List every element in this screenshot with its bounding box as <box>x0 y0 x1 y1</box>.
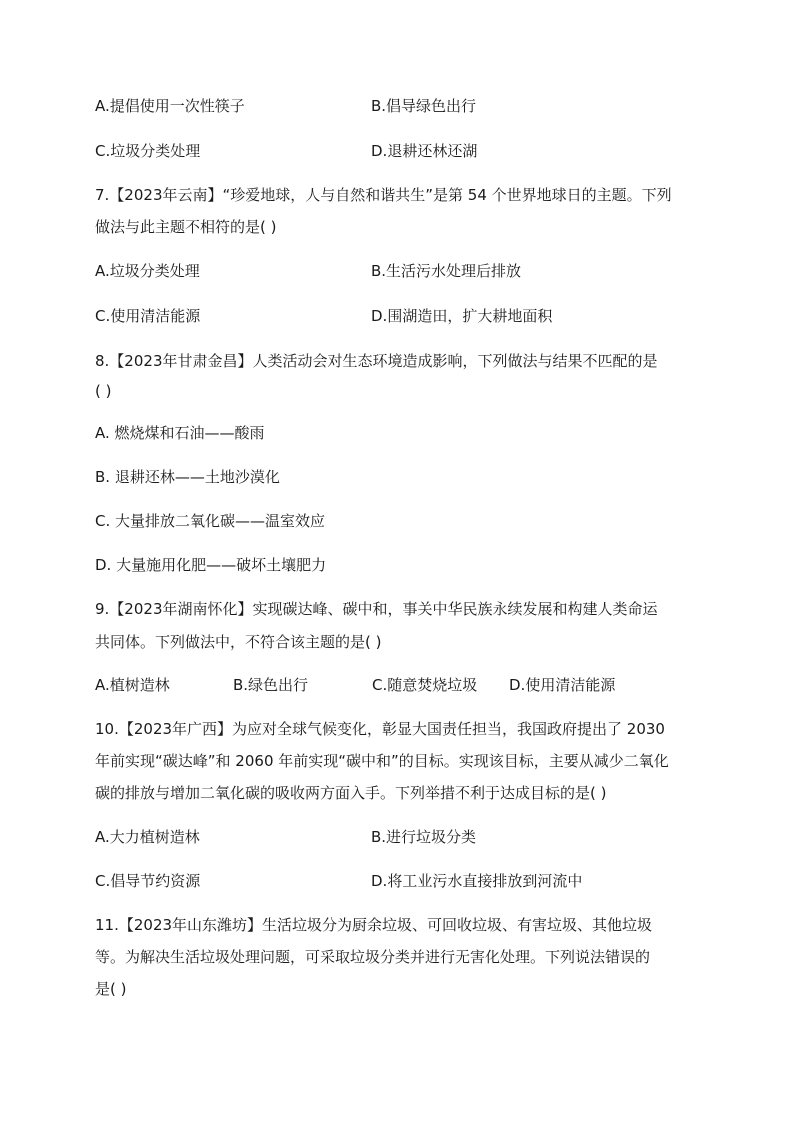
q10-stem-line2: 年前实现“碳达峰”和 2060 年前实现“碳中和”的目标。实现该目标，主要从减少二氧化 <box>95 752 669 770</box>
q9-option-a[interactable]: A.植树造林 <box>95 676 170 694</box>
q9-option-b[interactable]: B.绿色出行 <box>233 676 309 694</box>
q9-option-d[interactable]: D.使用清洁能源 <box>509 676 616 694</box>
q10-option-d[interactable]: D.将工业污水直接排放到河流中 <box>371 872 583 890</box>
q10-stem-line1: 10.【2023年广西】为应对全球气候变化，彰显大国责任担当，我国政府提出了 2030 <box>95 720 665 738</box>
q6-option-d[interactable]: D.退耕还林还湖 <box>371 142 478 160</box>
q7-option-b[interactable]: B.生活污水处理后排放 <box>371 262 522 280</box>
q7-option-d[interactable]: D.围湖造田，扩大耕地面积 <box>371 307 553 325</box>
q6-option-b[interactable]: B.倡导绿色出行 <box>371 97 477 115</box>
q10-option-b[interactable]: B.进行垃圾分类 <box>371 828 477 846</box>
q11-stem-line1: 11.【2023年山东潍坊】生活垃圾分为厨余垃圾、可回收垃圾、有害垃圾、其他垃圾 <box>95 916 653 934</box>
q7-stem-line1: 7.【2023年云南】“珍爱地球，人与自然和谐共生”是第 54 个世界地球日的主题。下列 <box>95 186 672 204</box>
q11-stem-line3: 是( ) <box>95 980 127 998</box>
q10-option-a[interactable]: A.大力植树造林 <box>95 828 200 846</box>
q11-stem-line2: 等。为解决生活垃圾处理问题，可采取垃圾分类并进行无害化处理。下列说法错误的 <box>95 948 651 966</box>
q9-stem-line1: 9.【2023年湖南怀化】实现碳达峰、碳中和，事关中华民族永续发展和构建人类命运 <box>95 600 658 618</box>
q9-stem-line2: 共同体。下列做法中，不符合该主题的是( ) <box>95 633 382 651</box>
q6-option-a[interactable]: A.提倡使用一次性筷子 <box>95 97 245 115</box>
q8-stem-line1: 8.【2023年甘肃金昌】人类活动会对生态环境造成影响，下列做法与结果不匹配的是 <box>95 352 658 370</box>
q7-stem-line2: 做法与此主题不相符的是( ) <box>95 218 277 236</box>
q8-option-a[interactable]: A. 燃烧煤和石油——酸雨 <box>95 424 265 442</box>
q9-option-c[interactable]: C.随意焚烧垃圾 <box>372 676 478 694</box>
q8-stem-line2: ( ) <box>95 382 112 400</box>
q8-option-b[interactable]: B. 退耕还林——土地沙漠化 <box>95 468 280 486</box>
q7-option-c[interactable]: C.使用清洁能源 <box>95 307 201 325</box>
q8-option-c[interactable]: C. 大量排放二氧化碳——温室效应 <box>95 512 326 530</box>
q7-option-a[interactable]: A.垃圾分类处理 <box>95 262 200 280</box>
q6-option-c[interactable]: C.垃圾分类处理 <box>95 142 201 160</box>
q8-option-d[interactable]: D. 大量施用化肥——破坏土壤肥力 <box>95 556 327 574</box>
q10-option-c[interactable]: C.倡导节约资源 <box>95 872 201 890</box>
q10-stem-line3: 碳的排放与增加二氧化碳的吸收两方面入手。下列举措不利于达成目标的是( ) <box>95 784 607 802</box>
